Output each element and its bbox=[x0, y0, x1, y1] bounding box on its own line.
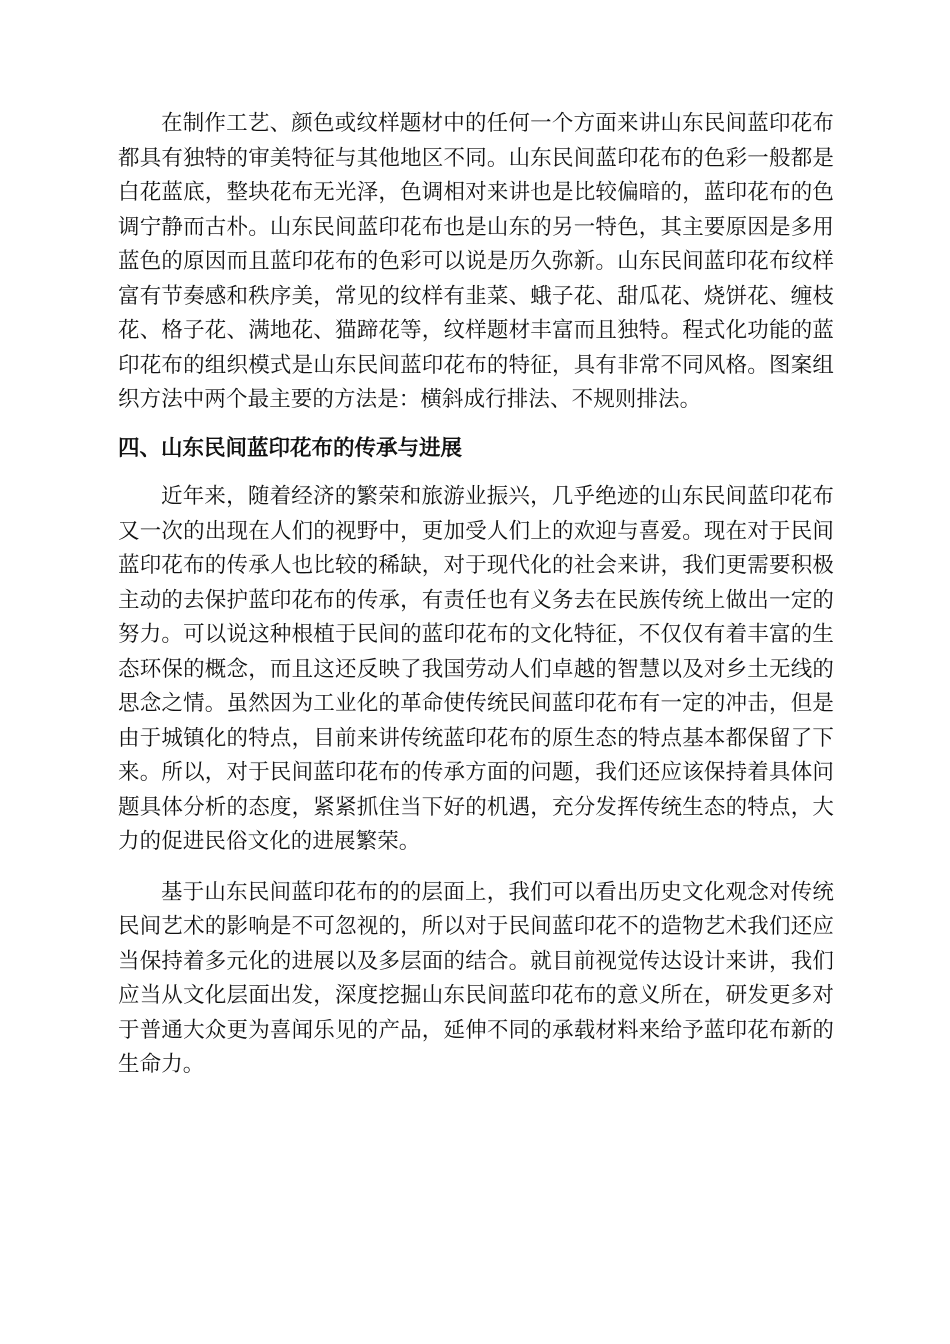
section-heading: 四、山东民间蓝印花布的传承与进展 bbox=[118, 435, 463, 461]
document-page bbox=[118, 107, 834, 1083]
body-paragraph-2: 近年来，随着经济的繁荣和旅游业振兴，几乎绝迹的山东民间蓝印花布又一次的出现在人们的视野中，更加受人们上的欢迎与喜爱。现在对于民间蓝印花布的传承人也比较的稀缺，对于现代化的社会来讲，我们更需要积极主动的去保护蓝印花布的传承，有责任也有义务去在民族传统上做出一定的努力。可以说这种根植于民间的蓝印花布的文化特征，不仅仅有着丰富的生态环保的概念，而且这还反映了我国劳动人们卓越的智慧以及对乡土无线的思念之情。虽然因为工业化的革命使传统民间蓝印花布有一定的冲击，但是由于城镇化的特点，目前来讲传统蓝印花布的原生态的特点基本都保留了下来。所以，对于民间蓝印花布的传承方面的问题，我们还应该保持着具体问题具体分析的态度，紧紧抓住当下好的机遇，充分发挥传统生态的特点，大力的促进民俗文化的进展繁荣。 bbox=[118, 484, 834, 854]
body-paragraph-1: 在制作工艺、颜色或纹样题材中的任何一个方面来讲山东民间蓝印花布都具有独特的审美特征与其他地区不同。山东民间蓝印花布的色彩一般都是白花蓝底，整块花布无光泽，色调相对来讲也是比较偏暗的，蓝印花布的色调宁静而古朴。山东民间蓝印花布也是山东的另一特色，其主要原因是多用蓝色的原因而且蓝印花布的色彩可以说是历久弥新。山东民间蓝印花布纹样富有节奏感和秩序美，常见的纹样有韭菜、蛾子花、甜瓜花、烧饼花、缠枝花、格子花、满地花、猫蹄花等，纹样题材丰富而且独特。程式化功能的蓝印花布的组织模式是山东民间蓝印花布的特征，具有非常不同风格。图案组织方法中两个最主要的方法是：横斜成行排法、不规则排法。 bbox=[118, 111, 834, 412]
body-paragraph-3: 基于山东民间蓝印花布的的层面上，我们可以看出历史文化观念对传统民间艺术的影响是不可忽视的，所以对于民间蓝印花不的造物艺术我们还应当保持着多元化的进展以及多层面的结合。就目前视觉传达设计来讲，我们应当从文化层面出发，深度挖掘山东民间蓝印花布的意义所在，研发更多对于普通大众更为喜闻乐见的产品，延伸不同的承载材料来给予蓝印花布新的生命力。 bbox=[118, 879, 834, 1077]
